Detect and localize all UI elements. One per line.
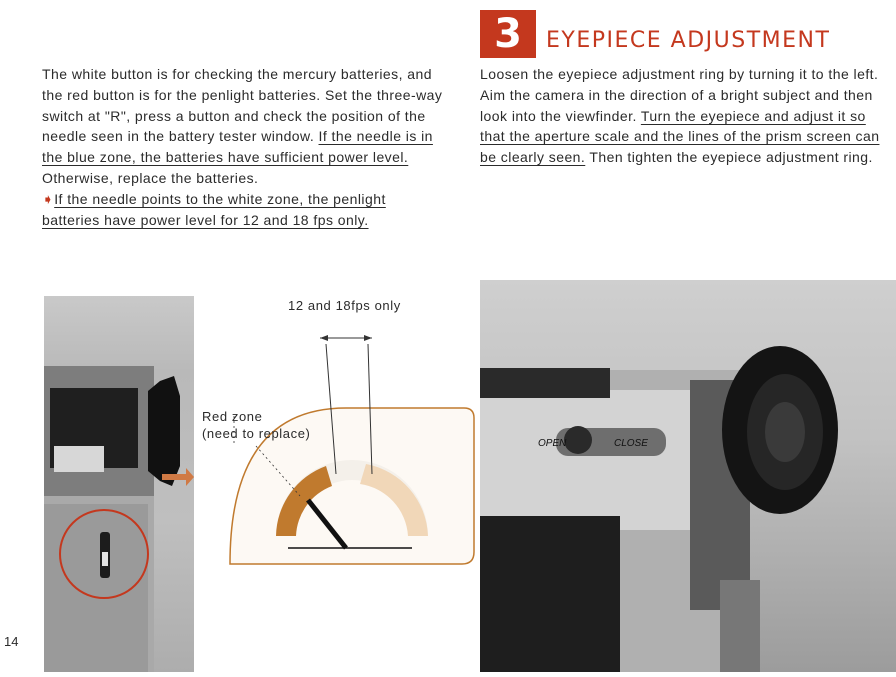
battery-text-main: The white button is for checking the mercury batteries, and the red button is for the penlight batteries. Set the three-way switch at "R", press a button and check the position of the needle seen in the battery tester window. <box>42 66 443 145</box>
battery-text-blue-zone: If the needle is in the blue zone, the batteries have sufficient power level. <box>42 128 433 166</box>
battery-text-replace: Otherwise, replace the batteries. <box>42 169 259 186</box>
battery-note: If the needle points to the white zone, the penlight batteries have power level for 12 and 18 fps only. <box>42 190 386 228</box>
red-zone-label-line2: (need to replace) <box>202 426 311 441</box>
section-title: EYEPIECE ADJUSTMENT <box>546 28 831 53</box>
fps-label: 12 and 18fps only <box>288 298 401 313</box>
battery-instructions <box>42 64 444 230</box>
camera-side-photo <box>44 296 194 672</box>
open-label: OPEN <box>538 438 567 449</box>
red-zone-label-line1: Red zone <box>202 409 263 424</box>
page-number: 14 <box>4 634 19 649</box>
close-label: CLOSE <box>614 438 648 449</box>
eyepiece-text-tighten: Then tighten the eyepiece adjustment ring. <box>585 149 873 166</box>
eyepiece-text-main: Loosen the eyepiece adjustment ring by turning it to the left. Aim the camera in the direction of a bright subject and then look into the viewfinder. <box>480 66 879 124</box>
eyepiece-text-adjust: Turn the eyepiece and adjust it so that the aperture scale and the lines of the prism screen can be clearly seen. <box>480 107 880 166</box>
section-number-badge: 3 <box>480 10 536 58</box>
arrow-bullet-icon: ➧ <box>42 190 55 207</box>
eyepiece-instructions <box>480 64 880 168</box>
red-zone-label <box>202 408 310 442</box>
camera-eyepiece-photo <box>480 280 896 672</box>
